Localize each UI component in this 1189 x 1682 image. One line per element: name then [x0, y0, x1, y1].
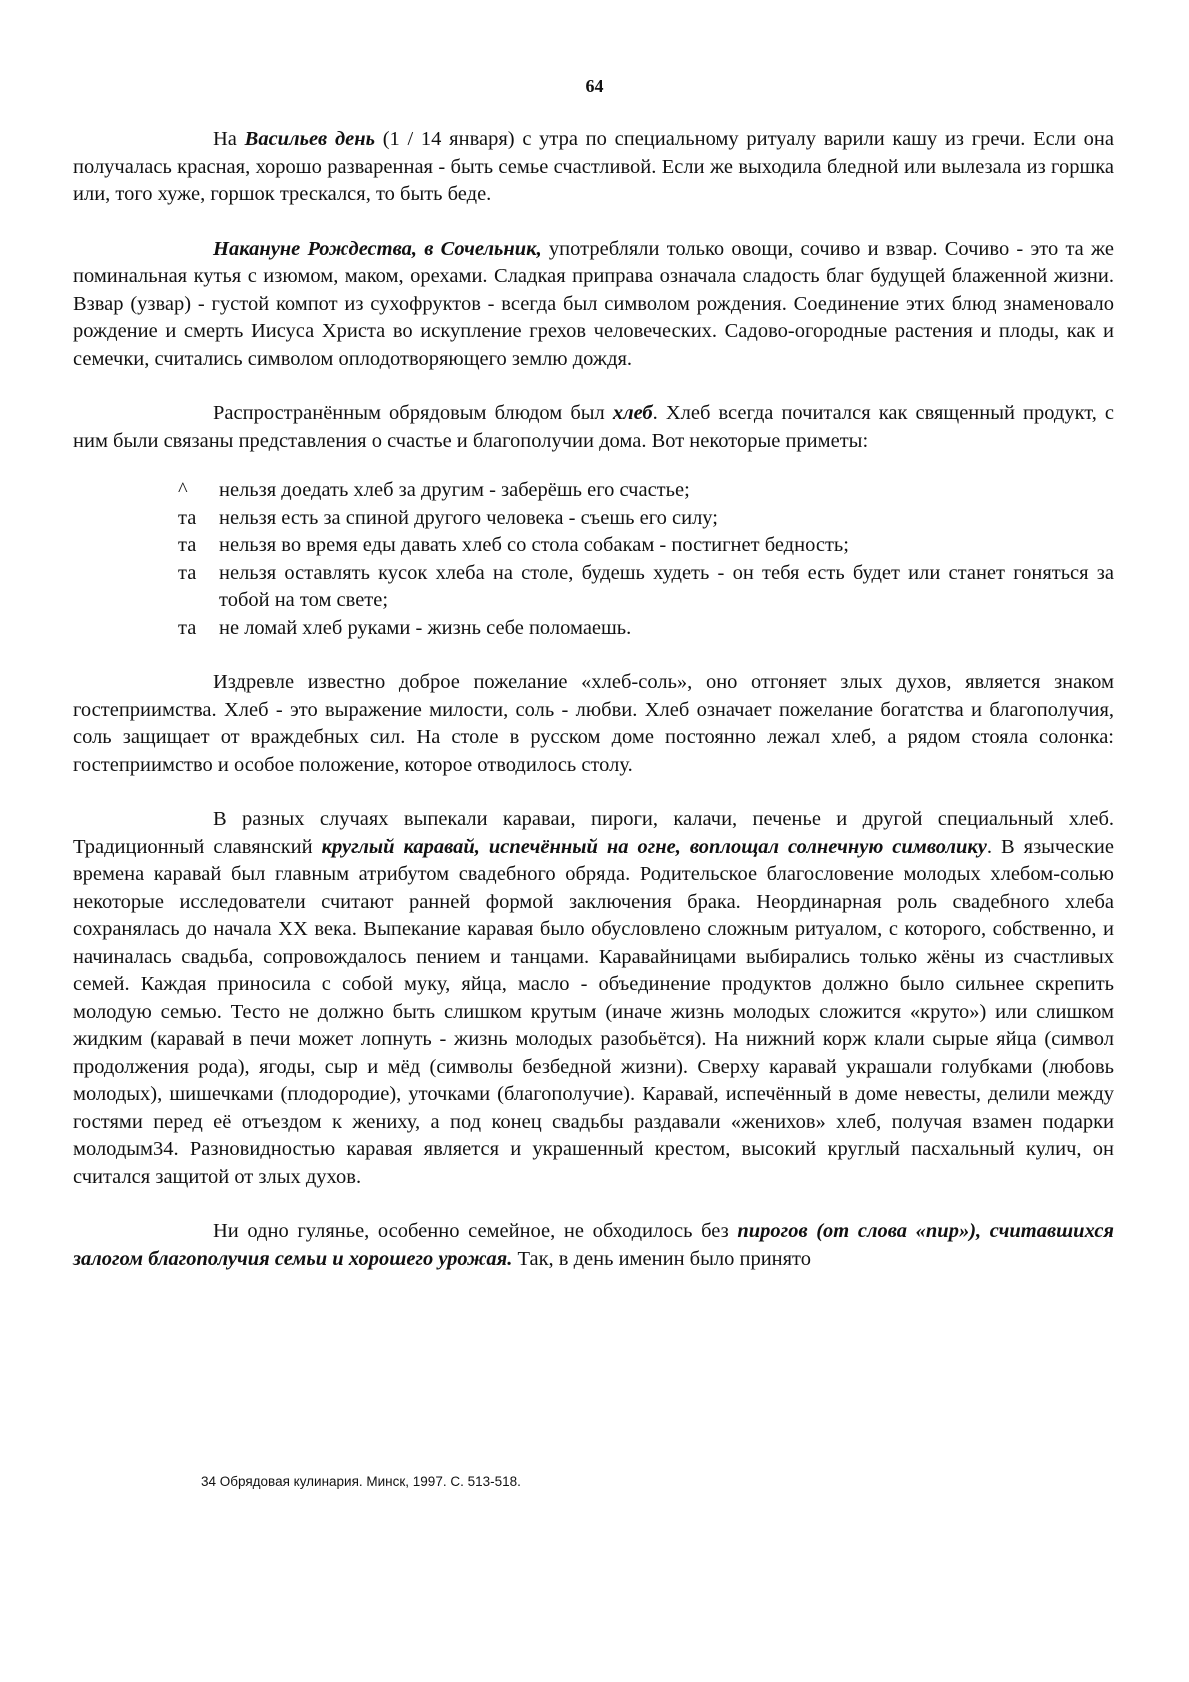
page-body: [73, 126, 1114, 1300]
page-number: 64: [585, 76, 604, 96]
list-item-text: не ломай хлеб руками - жизнь себе поломаешь.: [219, 616, 632, 639]
footnote: 34 Обрядовая кулинария. Минск, 1997. С. 513-518.: [201, 1474, 521, 1489]
paragraph-karavai: [73, 806, 1114, 1191]
list-item-text: нельзя есть за спиной другого человека - съешь его силу;: [219, 506, 718, 529]
paragraph-text: (1 / 14 января) с утра по специальному ритуалу варили кашу из гречи. Если она получалась красная, хорошо разваренная - быть семье счастливой. Если же выходила бледной или вылезала из горшка или, того хуже, горшок трескался, то быть беде.: [73, 128, 1115, 205]
list-item: [178, 505, 1114, 533]
paragraph-text: употребляли только овощи, сочиво и взвар. Сочиво - это та же поминальная кутья с изюмом, маком, орехами. Сладкая приправа означала сладость благ будущей блаженной жизни. Взвар (узвар) - густой компот из сухофруктов - всегда был символом рождения. Соединение этих блюд знаменовало рождение и смерть Иисуса Христа во искупление грехов человеческих. Садово-огородные растения и плоды, как и семечки, считались символом оплодотворяющего землю дождя.: [73, 237, 1114, 370]
list-bullet: та: [178, 561, 197, 584]
emphasis-text: Накануне Рождества, в Сочельник,: [213, 237, 542, 260]
emphasis-text: хлеб: [612, 402, 653, 424]
paragraph-text: . Хлеб всегда почитался как священный продукт, с ним были связаны представления о счастье и благополучии дома. Вот некоторые приметы:: [73, 402, 1114, 452]
list-item-text: нельзя оставлять кусок хлеба на столе, будешь худеть - он тебя есть будет или станет гоняться за тобой на том свете;: [219, 561, 1114, 611]
paragraph-text: В разных случаях выпекали караваи, пироги, калачи, печенье и другой специальный хлеб. Традиционный славянский: [73, 808, 1114, 858]
paragraph-text: Так, в день именин было принято: [512, 1247, 812, 1270]
paragraph-text: . В языческие времена каравай был главным атрибутом свадебного обряда. Родительское благословение молодых хлебом-солью некоторые исследователи считают ранней формой заключения брака. Неординарная роль свадебного хлеба сохранялась до начала XX века. Выпекание каравая было обусловлено сложным ритуалом, с которого, собственно, и начиналась свадьба, сопровождалось пением и танцами. Каравайницами выбирались только жёны из счастливых семей. Каждая приносила с собой муку, яйца, масло - объединение продуктов должно было сильнее скрепить молодую семью. Тесто не должно быть слишком крутым (иначе жизнь молодых сложится «круто») или слишком жидким (каравай в печи может лопнуть - жизнь молодых разобьётся). На нижний корж клали сырые яйца (символ продолжения рода), ягоды, сыр и мёд (символы безбедной жизни). Сверху каравай украшали голубками (любовь молодых), шишечками (плодородие), уточками (благополучие). Каравай, испечённый в доме невесты, делили между гостями перед её отъездом к жениху, а под конец свадьбы раздавали «женихов» хлеб, получая взамен подарки молодым34. Разновидностью каравая является и украшенный крестом, высокий круглый пасхальный кулич, он считался защитой от злых духов.: [73, 835, 1114, 1188]
paragraph-pies: [73, 1218, 1114, 1273]
paragraph-christmas-eve: [73, 236, 1114, 374]
list-bullet: та: [178, 506, 197, 529]
list-item: [178, 615, 1114, 643]
emphasis-text: круглый каравай, испечённый на огне, воплощал солнечную символику: [321, 835, 987, 858]
list-item: [178, 560, 1114, 615]
list-item-text: нельзя доедать хлеб за другим - заберёшь его счастье;: [219, 479, 690, 501]
paragraph-bread: [73, 400, 1114, 455]
list-item: [178, 477, 1114, 505]
list-item: [178, 532, 1114, 560]
omens-list: [73, 477, 1114, 642]
list-bullet: та: [178, 616, 197, 639]
paragraph-vasiliev-day: [73, 126, 1114, 209]
emphasis-text: Васильев день: [244, 128, 375, 150]
paragraph-text: Ни одно гулянье, особенно семейное, не обходилось без: [213, 1220, 738, 1242]
emphasis-text: пирогов (от слова «пир»), считавшихся залогом благополучия семьи и хорошего урожая.: [73, 1220, 1114, 1270]
list-bullet: ^: [178, 479, 188, 501]
list-item-text: нельзя во время еды давать хлеб со стола собакам - постигнет бедность;: [219, 534, 849, 556]
paragraph-text: На: [213, 128, 245, 150]
paragraph-bread-salt: [73, 669, 1114, 779]
list-bullet: та: [178, 534, 197, 556]
paragraph-text: Распространённым обрядовым блюдом был: [213, 402, 613, 424]
paragraph-text: Издревле известно доброе пожелание «хлеб-соль», оно отгоняет злых духов, является знаком гостеприимства. Хлеб - это выражение милости, соль - любви. Хлеб означает пожелание богатства и благополучия, соль защищает от враждебных сил. На столе в русском доме постоянно лежал хлеб, а рядом стояла солонка: гостеприимство и особое положение, которое отводилось столу.: [73, 671, 1114, 776]
